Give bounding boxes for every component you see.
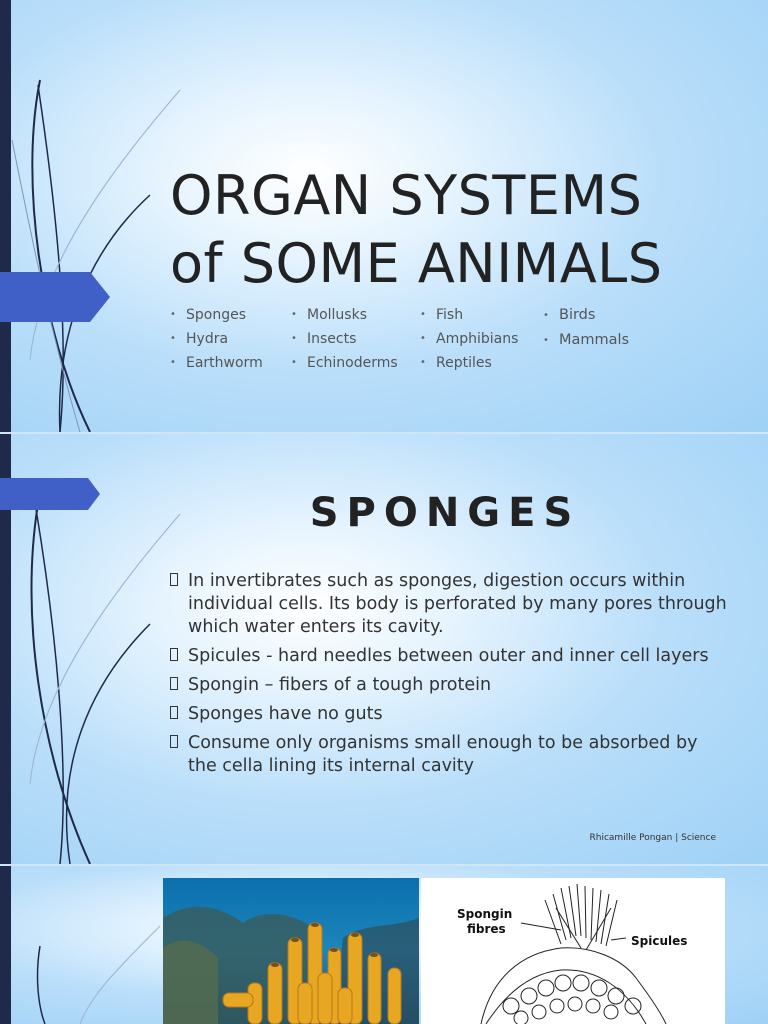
bullet-marker-icon <box>170 706 178 719</box>
list-item: Spongin – fibers of a tough protein <box>170 674 730 697</box>
author-credit: Rhicamille Pongan | Science <box>589 833 716 843</box>
bullet-marker-icon <box>170 648 178 661</box>
list-item: • Fish <box>420 303 518 327</box>
list-item: • Sponges <box>170 303 263 327</box>
bullet-marker-icon <box>170 677 178 690</box>
list-item: • Birds <box>543 303 629 328</box>
list-item: Consume only organisms small enough to be absorbed by the cella lining its internal cavity <box>170 732 730 778</box>
bullet-marker-icon <box>170 573 178 586</box>
animal-list-col-1 <box>170 303 263 375</box>
slide-title: SPONGES <box>309 490 581 536</box>
list-item: Spicules - hard needles between outer and inner cell layers <box>170 645 730 668</box>
list-item: • Amphibians <box>420 327 518 351</box>
sponge-diagram <box>421 878 725 1024</box>
spicules-label: Spicules <box>631 934 688 948</box>
animal-list-col-3 <box>420 303 518 375</box>
animal-list-col-4 <box>543 303 629 353</box>
slide-title: ORGAN SYSTEMS of SOME ANIMALS <box>170 164 663 295</box>
left-accent-bar <box>0 866 11 1024</box>
list-item: • Mollusks <box>291 303 398 327</box>
fibres-label: fibres <box>467 922 506 936</box>
bullet-list <box>170 570 730 784</box>
sponge-images-slide <box>0 866 768 1024</box>
bullet-marker-icon <box>170 735 178 748</box>
list-item: • Reptiles <box>420 351 518 375</box>
list-item: In invertibrates such as sponges, digestion occurs within individual cells. Its body is perforated by many pores through which water enters its cavity. <box>170 570 730 639</box>
list-item: • Hydra <box>170 327 263 351</box>
spongin-label: Spongin <box>457 907 513 921</box>
list-item: • Echinoderms <box>291 351 398 375</box>
title-slide <box>0 0 768 432</box>
animal-list-col-2 <box>291 303 398 375</box>
list-item: Sponges have no guts <box>170 703 730 726</box>
list-item: • Earthworm <box>170 351 263 375</box>
sponge-photo <box>163 878 419 1024</box>
sponges-slide <box>0 434 768 864</box>
left-accent-bar <box>0 0 11 432</box>
list-item: • Mammals <box>543 328 629 353</box>
list-item: • Insects <box>291 327 398 351</box>
